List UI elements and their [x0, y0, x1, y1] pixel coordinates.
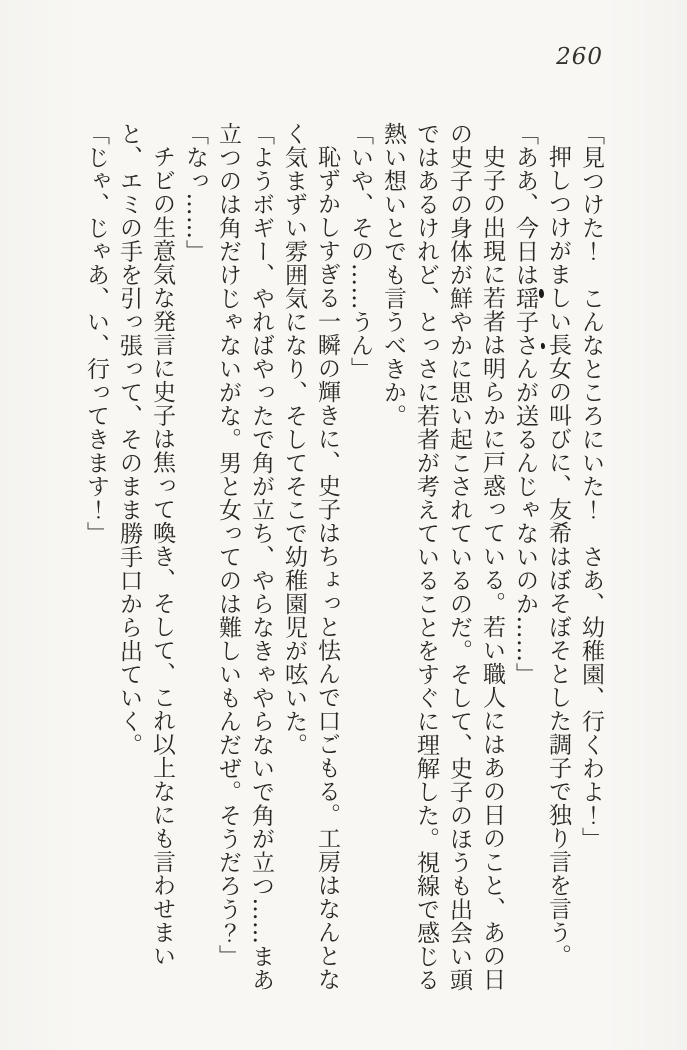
paragraph-narration: 押しつけがましい長女の叫びに、友希はぼそぼそとした調子で独り言を言う。 [545, 145, 571, 968]
paragraph-narration: チビの生意気な発言に史子は焦って喚き、そして、これ以上なにも言わせまいと、エミの手を引っ張って、そのまま勝手口から出ていく。 [116, 122, 175, 968]
paragraph-dialogue: 「なっ……」 [182, 122, 208, 263]
paragraph-narration: 恥ずかしすぎる一瞬の輝きに、史子はちょっと怯んで口ごもる。工房はなんとなく気まずい雰囲気になり、そしてそこで幼稚園児が呟いた。 [281, 122, 340, 991]
text-block [79, 122, 607, 1006]
paragraph-dialogue: 「ああ、今日は瑶子さんが送るんじゃないのか……」 [512, 122, 538, 686]
paragraph-dialogue: 「いや、その……うん」 [347, 122, 373, 381]
scan-speck [539, 289, 544, 298]
paragraph-dialogue: 「見つけた！ こんなところにいた！ さあ、幼稚園、行くわよ！」 [578, 122, 604, 851]
scan-speck [541, 343, 545, 349]
page-number: 260 [556, 44, 603, 70]
paragraph-dialogue: 「ようボギー、やればやったで角が立ち、やらなきゃやらないで角が立つ……まあ立つのは角だけじゃないがな。男と女ってのは難しいもんだぜ。そうだろう？」 [215, 122, 274, 992]
paragraph-narration: 史子の出現に若者は明らかに戸惑っている。若い職人にはあの日のこと、あの日の史子の身体が鮮やかに思い起こされているのだ。そして、史子のほうも出会い頭ではあるけれど、とっさに若者が考えていることをすぐに理解した。視線で感じる熱い想いとでも言うべきか。 [380, 122, 505, 992]
paragraph-dialogue: 「じゃ、じゃあ、い、行ってきます！」 [83, 122, 109, 545]
